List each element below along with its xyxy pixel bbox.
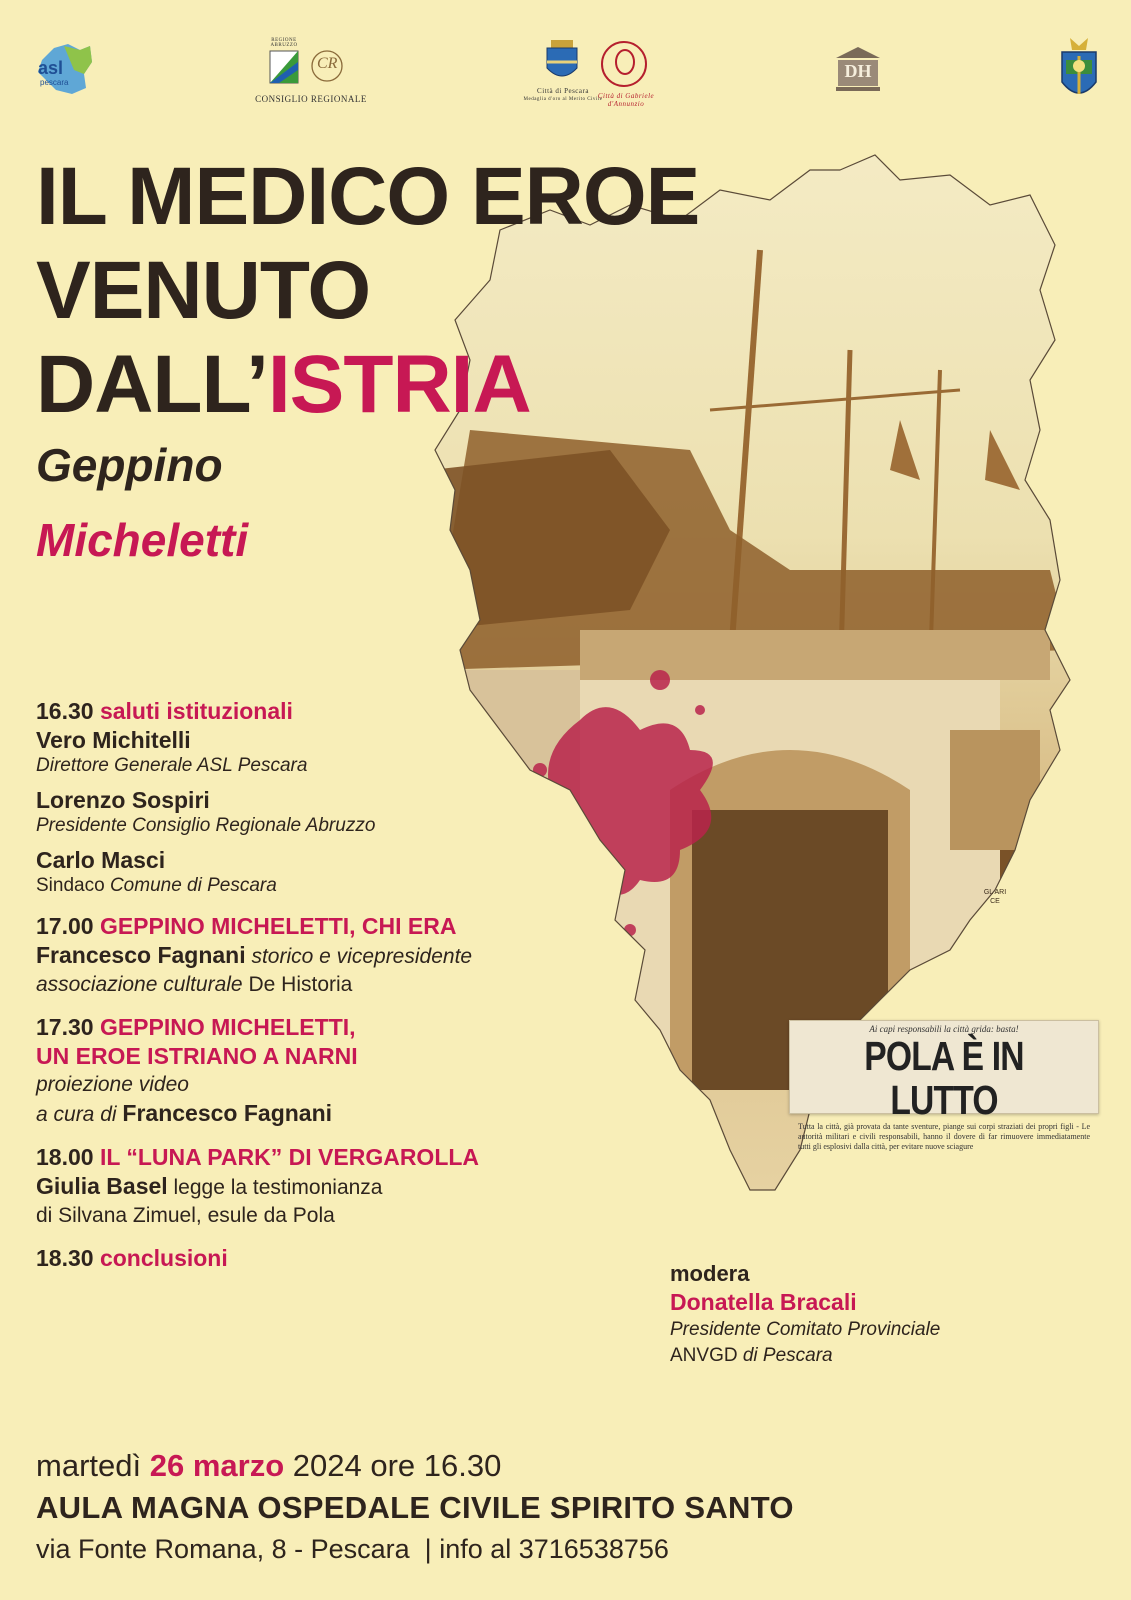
program-label: GEPPINO MICHELETTI, CHI ERA xyxy=(99,913,457,939)
newspaper-headline: POLA È IN LUTTO xyxy=(864,1033,1024,1123)
page-title xyxy=(36,150,699,432)
dh-mark: DH xyxy=(844,61,872,81)
program-block-1 xyxy=(36,697,656,898)
pescara-logo xyxy=(523,38,603,110)
istria-crest-icon xyxy=(1056,34,1102,110)
time: 17.00 xyxy=(36,913,94,939)
moderator-role-1: Presidente Comitato Provinciale xyxy=(670,1319,941,1340)
program-label: GEPPINO MICHELETTI, xyxy=(99,1014,356,1040)
program-time-row xyxy=(36,1013,656,1042)
abruzzo-emblem-icon xyxy=(269,50,299,84)
moderator-role-2 xyxy=(670,1343,940,1369)
program-time-row xyxy=(36,912,656,941)
event-details xyxy=(36,1445,794,1569)
dannunzio-caption: Città di Gabriele d'Annunzio xyxy=(597,92,655,108)
asl-logo xyxy=(34,40,96,96)
speaker-role: Presidente Consiglio Regionale Abruzzo xyxy=(36,815,376,836)
speaker-name: Francesco Fagnani xyxy=(36,942,246,968)
speaker-role xyxy=(36,874,656,898)
subtitle-first-name: Geppino xyxy=(36,439,223,491)
event-address: via Fonte Romana, 8 - Pescara | info al 3716538756 xyxy=(36,1534,669,1564)
speaker-role: Direttore Generale ASL Pescara xyxy=(36,755,308,776)
asl-sub: pescara xyxy=(40,78,69,87)
role-a: Sindaco xyxy=(36,875,105,896)
program-label: saluti istituzionali xyxy=(99,698,293,724)
speaker-desc-2: associazione culturale xyxy=(36,973,243,996)
stamp-text: GL ARI CE xyxy=(983,889,1007,905)
event-program xyxy=(36,697,656,1287)
program-time-row xyxy=(36,1143,656,1172)
speaker-name: Vero Michitelli xyxy=(36,727,191,753)
event-date-line xyxy=(36,1445,794,1487)
time: 18.30 xyxy=(36,1245,94,1271)
reader-line xyxy=(36,1172,656,1202)
title-prefix: DALL’ xyxy=(36,339,268,430)
curator-a: a cura xyxy=(36,1103,95,1126)
dehistoria-logo xyxy=(833,44,883,94)
video-line: proiezione video xyxy=(36,1073,189,1096)
moderator-name: Donatella Bracali xyxy=(670,1289,857,1315)
speaker-line xyxy=(36,941,656,971)
curator-b: di xyxy=(100,1103,117,1126)
title-accent: ISTRIA xyxy=(267,339,531,430)
subtitle-last-name: Micheletti xyxy=(36,514,249,566)
time: 17.30 xyxy=(36,1014,94,1040)
program-block-2 xyxy=(36,912,656,999)
regione-top: REGIONE ABRUZZO xyxy=(270,38,298,48)
consiglio-regionale-logo xyxy=(255,38,367,110)
title-line-1: IL MEDICO EROE xyxy=(36,151,700,242)
program-time-row xyxy=(36,1244,656,1273)
event-date: 26 marzo xyxy=(149,1448,285,1483)
asl-text: asl xyxy=(38,58,64,78)
curator-name: Francesco Fagnani xyxy=(122,1100,333,1126)
program-label: IL “LUNA PARK” DI VERGAROLLA xyxy=(99,1144,480,1170)
reader-desc: legge la testimonianza xyxy=(173,1176,383,1199)
newspaper-kicker: Ai capi responsabili la città grida: basta! xyxy=(869,1024,1019,1034)
dannunzio-logo xyxy=(595,38,657,110)
program-block-5 xyxy=(36,1244,656,1273)
consiglio-caption: CONSIGLIO REGIONALE xyxy=(255,94,367,104)
logo-bar xyxy=(0,30,1131,120)
cr-monogram: CR xyxy=(317,55,338,72)
speaker-line-2 xyxy=(36,971,656,999)
moderator-label: modera xyxy=(670,1261,750,1286)
speaker-desc: storico e vicepresidente xyxy=(251,945,473,968)
moderator-city: di Pescara xyxy=(742,1345,833,1366)
pescara-line2: Medaglia d'oro al Merito Civile xyxy=(523,97,603,102)
newspaper-body: Tutta la città, già provata da tante sventure, piange sui corpi straziati dei propri figli - Le autorità militari e civili responsabili, hanno il dovere di far rimuovere immediatamente tutti gli esplosivi dalla città, per evitare nuove sciagure xyxy=(798,1122,1090,1151)
program-block-3 xyxy=(36,1013,656,1129)
program-block-4 xyxy=(36,1143,656,1230)
speaker-name: Lorenzo Sospiri xyxy=(36,787,210,813)
event-day: martedì xyxy=(36,1448,142,1483)
program-time-row xyxy=(36,697,656,726)
event-venue: AULA MAGNA OSPEDALE CIVILE SPIRITO SANTO xyxy=(36,1490,794,1525)
program-label: conclusioni xyxy=(99,1245,228,1271)
newspaper-clipping xyxy=(789,1020,1099,1151)
pescara-crest-icon xyxy=(543,38,581,86)
speaker-name: Carlo Masci xyxy=(36,847,166,873)
moderator-org: ANVGD xyxy=(670,1345,738,1366)
moderator-block xyxy=(670,1261,940,1369)
association-name: De Historia xyxy=(248,973,353,996)
reader-name: Giulia Basel xyxy=(36,1173,168,1199)
program-label-2: UN EROE ISTRIANO A NARNI xyxy=(36,1043,358,1069)
role-b: Comune di Pescara xyxy=(109,875,277,896)
event-year-time: 2024 ore 16.30 xyxy=(292,1448,502,1483)
curator-line xyxy=(36,1099,656,1129)
time: 16.30 xyxy=(36,698,94,724)
title-line-2: VENUTO xyxy=(36,245,371,336)
pescara-line1: Città di Pescara xyxy=(537,87,589,95)
time: 18.00 xyxy=(36,1144,94,1170)
dannunzio-portrait-icon xyxy=(595,38,653,96)
title-line-3 xyxy=(36,338,699,432)
crest-logo xyxy=(1056,34,1102,110)
reader-line-2: di Silvana Zimuel, esule da Pola xyxy=(36,1204,335,1227)
